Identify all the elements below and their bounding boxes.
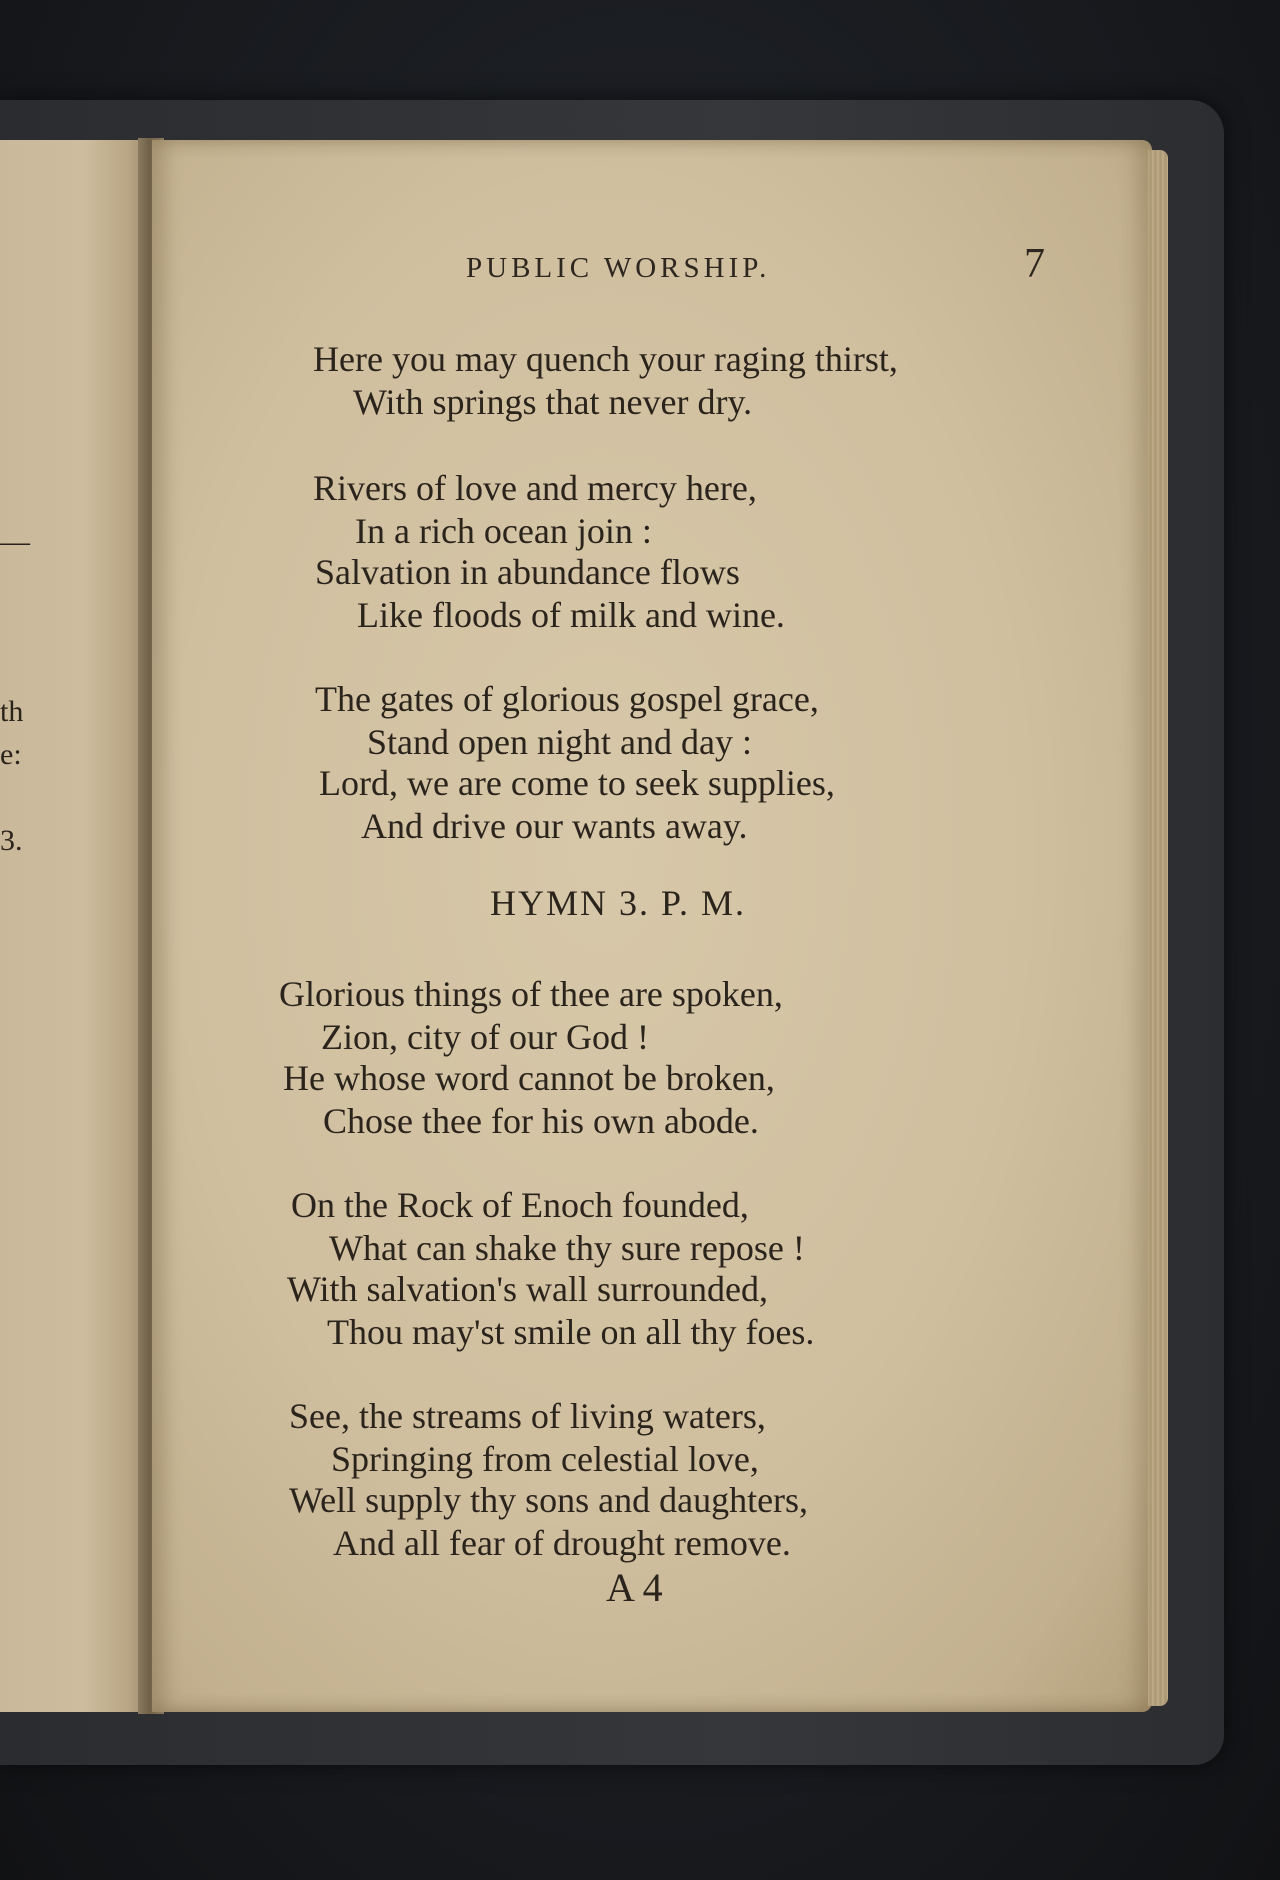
page-number: 7 xyxy=(1024,241,1045,287)
left-page-fragment: — xyxy=(0,525,30,558)
verse-line: The gates of glorious gospel grace, xyxy=(315,679,819,719)
verse-line: And all fear of drought remove. xyxy=(333,1523,791,1563)
left-page-fragment: 3. xyxy=(0,824,23,857)
verse-line: And drive our wants away. xyxy=(361,806,748,846)
left-page-fragment: th xyxy=(0,695,24,728)
verse-line: With springs that never dry. xyxy=(353,382,753,422)
verse-line: In a rich ocean join : xyxy=(355,511,652,551)
verse-line: Chose thee for his own abode. xyxy=(323,1101,759,1141)
verse-line: Springing from celestial love, xyxy=(331,1439,759,1479)
verse-line: Zion, city of our God ! xyxy=(321,1017,649,1057)
verse-line: Rivers of love and mercy here, xyxy=(313,468,757,508)
verse-line: What can shake thy sure repose ! xyxy=(329,1228,805,1268)
verse-line: He whose word cannot be broken, xyxy=(283,1058,775,1098)
verse-line: On the Rock of Enoch founded, xyxy=(291,1185,749,1225)
verse-line: Lord, we are come to seek supplies, xyxy=(319,763,835,803)
verse-line: Here you may quench your raging thirst, xyxy=(313,339,898,379)
hymn-heading: HYMN 3. P. M. xyxy=(490,883,747,923)
verse-line: Stand open night and day : xyxy=(367,722,752,762)
left-page-fragment: e: xyxy=(0,738,22,771)
running-head: PUBLIC WORSHIP. xyxy=(466,252,771,284)
verse-line: See, the streams of living waters, xyxy=(289,1396,766,1436)
verse-line: Like floods of milk and wine. xyxy=(357,595,785,635)
verse-line: With salvation's wall surrounded, xyxy=(287,1269,768,1309)
verse-line: Glorious things of thee are spoken, xyxy=(279,974,783,1014)
verse-line: Thou may'st smile on all thy foes. xyxy=(327,1312,815,1352)
signature-mark: A 4 xyxy=(606,1565,663,1610)
verse-line: Salvation in abundance flows xyxy=(315,552,740,592)
verse-line: Well supply thy sons and daughters, xyxy=(289,1480,809,1520)
